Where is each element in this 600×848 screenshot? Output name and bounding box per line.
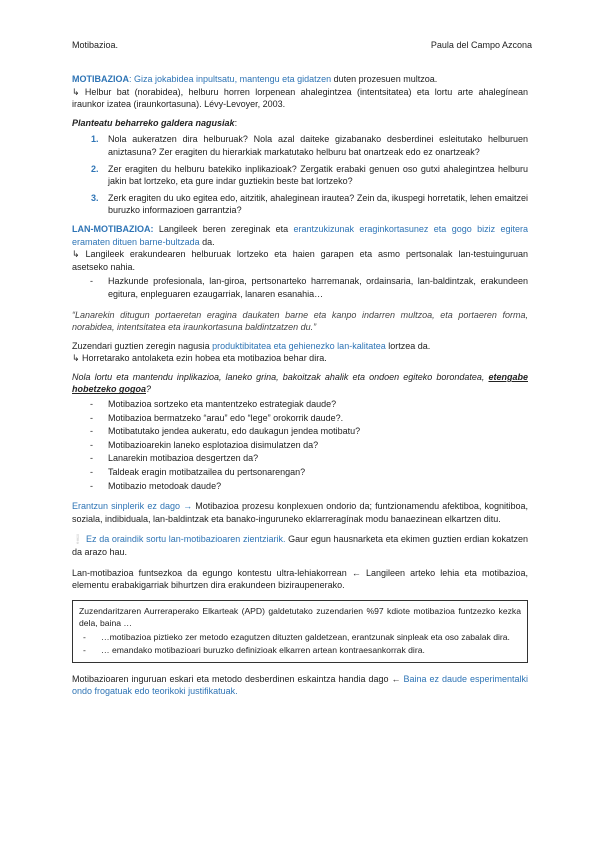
productivity-line: Zuzendari guztien zeregin nagusia produktibitatea eta gehienezko lan-kalitatea lortzea da. <box>72 340 431 351</box>
exclamation-icon: ❕ <box>72 534 84 545</box>
list-item: - Motibazioarekin laneko esplotazioa disimulatzen da? <box>90 439 319 450</box>
list-item: - Motibatutako jendea aukeratu, edo daukagun jendea motibatu? <box>90 426 361 437</box>
lan-dash-list <box>72 275 528 300</box>
term-motibazioa: MOTIBAZIOA <box>72 74 129 84</box>
lan-motibazioa-definition: LAN-MOTIBAZIOA: Langileek beren zereginak eta erantzukizunak eraginkortasunez eta gogo biziz egitera eramaten dituen barne-bultzada da. <box>72 223 528 247</box>
complexity-paragraph: Erantzun sinplerik ez dago → Motibazioa prozesu konplexuen ondorio da; funtzionamendu afektiboa, kognitiboa, soziala, indibiduala, lan-baldintzak eta banako-inguruneko eklarreragínak modu banaezinean elkartzen ditu. <box>72 501 528 524</box>
box-list <box>79 631 521 656</box>
list-item: - Motibazioa sortzeko eta mantentzeko estrategiak daude? <box>90 399 337 410</box>
framework-paragraph: Lan-motibazioa funtsezkoa da egungo kontestu ultra-lehiakorrean ← Langileen arteko lehia eta motibazioa, elementu erabakigarriak bihurtzen dira erakundeen biziraupenerako. <box>72 567 528 591</box>
header-title: Motibazioa. <box>72 40 119 50</box>
list-item: - Motibazio metodoak daude? <box>90 480 222 491</box>
header-author: Paula del Campo Azcona <box>430 40 532 50</box>
questions-heading: Planteatu beharreko galdera nagusiak: <box>72 117 238 128</box>
motibazioa-detail: ↳ Helbur bat (norabidea), helburu horren lorpenean ahalegintzea (intentsitatea) eta lortu arte ahalegínean iraunkor izatea (iraunkortasuna). Lévy-Levoyer, 2003. <box>72 86 528 110</box>
list-item: - Lanarekin motibazioa desgertzen da? <box>90 453 259 464</box>
document-body <box>72 73 528 698</box>
list-item: - Motibazioa bermatzeko “arau” edo “lege” orokorrik daude?. <box>90 412 344 423</box>
list-item: - … emandako motibazioari buruzko definizioak elkarren artean kontraesankorrak dira. <box>83 644 425 655</box>
final-paragraph: Motibazioaren inguruan eskari eta metodo desberdinen eskaintza handia dago ← Baina ez daude esperimentalki ondo frogatuak edo teorikoki justifikatuak. <box>72 673 528 697</box>
list-item: - …motibazioa piztieko zer metodo ezagutzen dituzten galdetzean, erantzunak sinpleak eta oso zabalak dira. <box>83 631 510 642</box>
productivity-detail: ↳ Horretarako antolaketa ezin hobea eta motibazioa behar dira. <box>72 353 327 364</box>
definition-quote: “Lanarekin ditugun portaeretan eragina daukaten barne eta kanpo indarren multzoa, eta portaeren forma, norabidea, intentsitatea eta iraunkortasuna baldintzatzen du.” <box>72 309 528 333</box>
box-intro: Zuzendaritzaren Aurreraperako Elkarteak (APD) galdetutako zuzendarien %97 kdiote motibazioa funtzezko kezka dela, baina … <box>79 605 521 628</box>
list-item: - Hazkunde profesionala, lan-giroa, pertsonarteko harremanak, ordainsaria, lan-baldintzak, erakundeen egitura, enpleguaren ezaugarriak, lanaren esanahia… <box>90 276 528 299</box>
warning-paragraph: ❕ Ez da oraindik sortu lan-motibazioaren zientziarik. Gaur egun hausnarketa eta ekimen guztien erdian kokatzen da arazo hau. <box>72 534 528 557</box>
motibazioa-definition: MOTIBAZIOA: Giza jokabidea inpultsatu, mantengu eta gidatzen duten prozesuen multzoa. <box>72 74 438 84</box>
how-list <box>72 398 528 492</box>
question-item: 3. Zerk eragiten du uko egitea edo, aitzitik, ahaleginean irautea? Zein da, ikuspegi horretatik, lehen emaitzei buruzko informazioen garrantzia? <box>91 192 528 216</box>
question-item: 1. Nola aukeratzen dira helburuak? Nola azal daiteke gizabanako desberdinei esleitutako helburuen aniztasuna? Zer eragiten du hierarkiak markatutako helburu bat onartzeak edo ez onartzeak? <box>91 134 528 157</box>
lan-detail: ↳ Langileek erakundearen helburuak lortzeko eta haien garapen eta asmo pertsonalak lan-testuinguruan asetseko nahia. <box>72 249 528 272</box>
questions-list <box>72 133 528 217</box>
apd-survey-box <box>72 600 528 663</box>
list-item: - Taldeak eragin motibatzailea du pertsonarengan? <box>90 467 306 478</box>
how-question: Nola lortu eta mantendu inplikazioa, laneko grina, bakoitzak ahalik eta ondoen egiteko borondatea, etengabe hobetzeko gogoa? <box>72 371 528 395</box>
question-item: 2. Zer eragiten du helburu batekiko inplikazioak? Zergatik erabaki genuen oso gutxi ahalegintzea helburu jakin bat lortzeko, eta gure indar guztiekin beste bat lortzeko? <box>91 163 528 187</box>
